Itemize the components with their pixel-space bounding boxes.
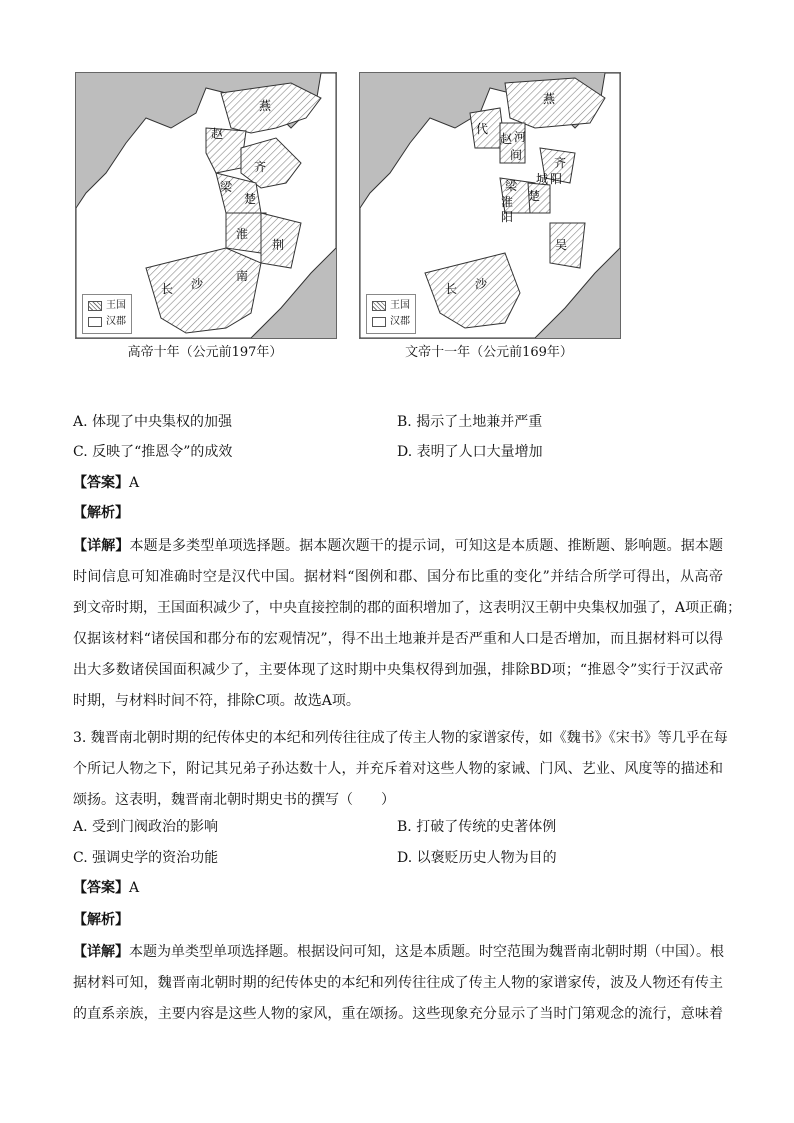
q3-stem-line: 颂扬。这表明，魏晋南北朝时期史书的撰写（ ）	[73, 792, 395, 808]
map1-label-0: 燕	[259, 99, 272, 113]
q2-detail-line: 仅据该材料“诸侯国和郡分布的宏观情况”，得不出土地兼并是否严重和人口是否增加，而且据材料可以得	[73, 631, 723, 647]
q3-option-c: C. 强调史学的资治功能	[73, 850, 219, 866]
map1-label-3: 梁	[220, 180, 233, 194]
map2-label-2: 赵	[500, 132, 513, 146]
q3-answer	[73, 878, 723, 898]
legend-kingdom-label: 王国	[390, 300, 410, 311]
q3-detail-line: 的直系亲族，主要内容是这些人物的家风，重在颂扬。这些现象充分显示了当时门第观念的流行，意味着	[73, 1006, 723, 1022]
map2-label-11: 阳	[501, 210, 514, 224]
q3-detail-line: 据材料可知，魏晋南北朝时期的纪传体史的本纪和列传往往成了传主人物的家谱家传，波及人物还有传主	[73, 975, 723, 991]
q2-detail-line: 时间信息可知准确时空是汉代中国。据材料“图例和郡、国分布比重的变化”并结合所学可得出，从高帝	[73, 569, 723, 585]
map2-label-5: 齐	[554, 156, 567, 170]
map1-caption: 高帝十年（公元前197年）	[127, 345, 283, 360]
answer-value: A	[129, 880, 140, 896]
kingdom-swatch-icon	[88, 301, 102, 311]
detail-tag: 【详解】	[73, 944, 129, 960]
map1-label-4: 楚	[244, 192, 257, 206]
q2-option-c: C. 反映了“推恩令”的成效	[73, 444, 233, 460]
q2-answer	[73, 473, 723, 493]
answer-tag: 【答案】	[73, 475, 129, 491]
map1-label-9: 沙	[191, 277, 204, 291]
map2-label-6: 城	[536, 172, 549, 186]
legend-commandery-label: 汉郡	[390, 316, 410, 327]
q3-analysis-heading	[73, 910, 723, 930]
q2-detail-line: 时期，与材料时间不符，排除C项。故选A项。	[73, 693, 360, 709]
answer-value: A	[129, 475, 140, 491]
map2-label-0: 燕	[543, 92, 556, 106]
q3-stem-line: 3. 魏晋南北朝时期的纪传体史的本纪和列传往往成了传主人物的家谱家传，如《魏书》《宋书》等几乎在每	[73, 730, 728, 746]
q2-detail-line: 出大多数诸侯国面积减少了，主要体现了这时期中央集权得到加强，排除BD项；“推恩令”实行于汉武帝	[73, 662, 723, 678]
map2-label-7: 阳	[550, 172, 563, 186]
map1-label-5: 淮	[236, 227, 249, 241]
answer-tag: 【答案】	[73, 880, 129, 896]
map2-label-12: 吴	[555, 238, 568, 252]
map2-label-9: 楚	[528, 189, 541, 203]
legend-commandery-label: 汉郡	[106, 316, 126, 327]
map1-label-8: 长	[161, 282, 174, 296]
analysis-tag: 【解析】	[73, 912, 129, 928]
analysis-tag: 【解析】	[73, 505, 129, 521]
map1-label-1: 赵	[211, 127, 224, 141]
commandery-swatch-icon	[88, 317, 102, 327]
q3-stem-line: 个所记人物之下，附记其兄弟子孙达数十人，并充斥着对这些人物的家诫、门风、艺业、风度等的描述和	[73, 761, 723, 777]
map2-legend	[366, 294, 416, 334]
q3-option-a: A. 受到门阀政治的影响	[73, 819, 219, 835]
q3-option-b: B. 打破了传统的史著体例	[397, 819, 557, 835]
map1-label-2: 齐	[254, 160, 267, 174]
map1-label-6: 荆	[272, 238, 285, 252]
map1-label-7: 南	[236, 269, 249, 283]
q2-option-a: A. 体现了中央集权的加强	[73, 414, 233, 430]
map2-label-4: 间	[510, 148, 523, 162]
map-wendi	[359, 72, 621, 339]
detail-tag: 【详解】	[73, 538, 130, 554]
kingdom-swatch-icon	[372, 301, 386, 311]
map2-label-1: 代	[476, 122, 489, 136]
map1-legend	[82, 294, 132, 334]
q2-detail-line	[73, 536, 723, 556]
map-gaodi	[75, 72, 337, 339]
q3-detail-line	[73, 942, 723, 962]
q3-detail-text: 本题为单类型单项选择题。根据设问可知，这是本质题。时空范围为魏晋南北朝时期（中国）。根	[129, 944, 724, 960]
map2-label-8: 梁	[505, 179, 518, 193]
q2-option-b: B. 揭示了土地兼并严重	[397, 414, 543, 430]
map2-caption: 文帝十一年（公元前169年）	[405, 345, 573, 360]
map2-label-13: 长	[445, 282, 458, 296]
map2-label-10: 淮	[501, 195, 514, 209]
commandery-swatch-icon	[372, 317, 386, 327]
q2-option-d: D. 表明了人口大量增加	[397, 444, 543, 460]
q2-detail-line: 到文帝时期，王国面积减少了，中央直接控制的郡的面积增加了，这表明汉王朝中央集权加强了，A项正确；	[73, 600, 742, 616]
q2-detail-text: 本题是多类型单项选择题。据本题次题干的提示词，可知这是本质题、推断题、影响题。据本题	[129, 538, 724, 554]
map2-label-14: 沙	[475, 277, 488, 291]
q3-option-d: D. 以褒贬历史人物为目的	[397, 850, 557, 866]
map2-label-3: 河	[514, 130, 527, 144]
legend-kingdom-label: 王国	[106, 300, 126, 311]
q2-analysis-heading	[73, 503, 723, 523]
